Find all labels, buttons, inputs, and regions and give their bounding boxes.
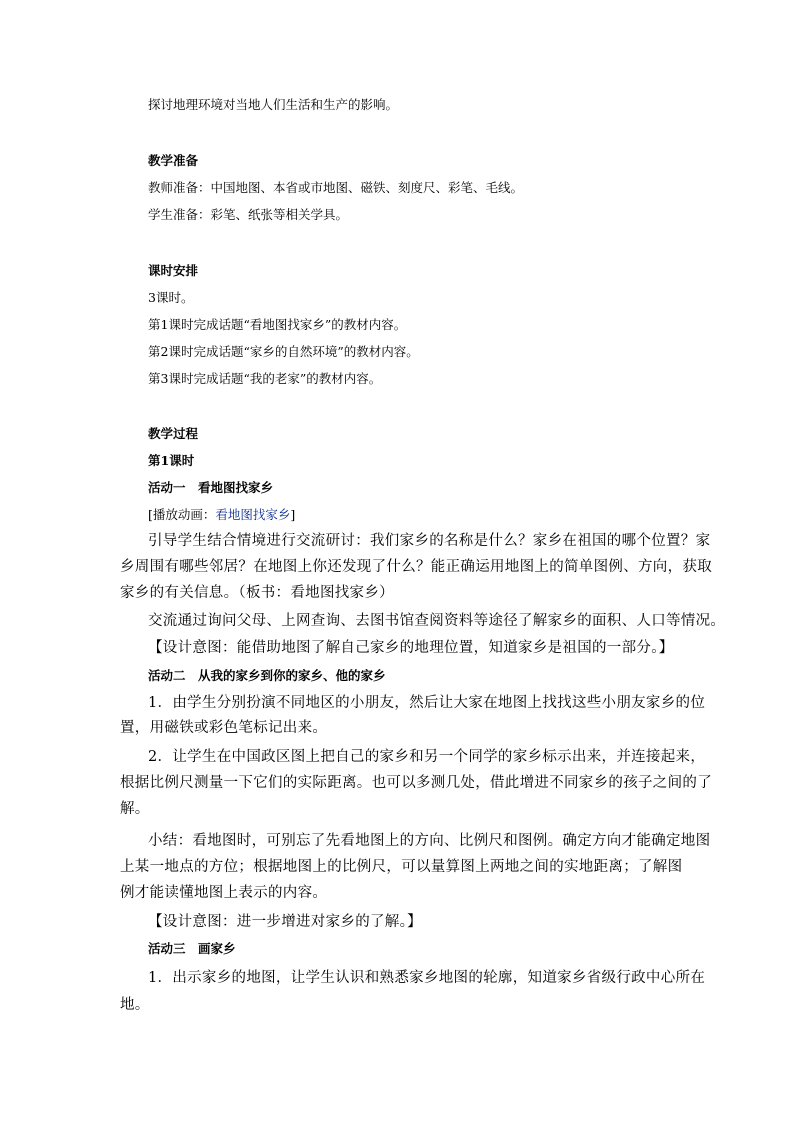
summary-line-3: 例才能读懂地图上表示的内容。 (120, 885, 328, 901)
activity-2-title: 活动二 从我的家乡到你的家乡、他的家乡 (148, 668, 386, 683)
intro-line: 探讨地理环境对当地人们生活和生产的影响。 (148, 97, 399, 112)
activity-1-title: 活动一 看地图找家乡 (148, 480, 274, 495)
paragraph-1-line-3: 家乡的有关信息。（板书：看地图找家乡） (120, 585, 394, 601)
teacher-prep: 教师准备：中国地图、本省或市地图、磁铁、刻度尺、彩笔、毛线。 (148, 180, 524, 195)
schedule-total: 3课时。 (148, 290, 194, 305)
summary-line-1: 小结：看地图时，可别忘了先看地图上的方向、比例尺和图例。确定方向才能确定地图 (148, 833, 711, 849)
activity-3-item-1-line-1: 1．出示家乡的地图，让学生认识和熟悉家乡地图的轮廓，知道家乡省级行政中心所在 (148, 970, 706, 986)
animation-line (148, 507, 295, 523)
process-title: 教学过程 (148, 426, 199, 441)
animation-suffix: ] (290, 507, 296, 522)
schedule-lesson-3: 第3课时完成话题“我的老家”的教材内容。 (148, 371, 382, 386)
prep-title: 教学准备 (148, 153, 199, 168)
activity-2-item-1-line-1: 1．由学生分别扮演不同地区的小朋友，然后让大家在地图上找找这些小朋友家乡的位 (148, 695, 706, 711)
activity-3-title: 活动三 画家乡 (148, 941, 236, 956)
lesson-1-label: 第1课时 (148, 453, 195, 468)
activity-2-item-2-line-1: 2．让学生在中国政区图上把自己的家乡和另一个同学的家乡标示出来，并连接起来， (148, 749, 706, 765)
paragraph-2: 交流通过询问父母、上网查询、去图书馆查阅资料等途径了解家乡的面积、人口等情况。 (148, 613, 726, 629)
paragraph-1-line-2: 乡周围有哪些邻居？在地图上你还发现了什么？能正确运用地图上的简单图例、方向，获取 (120, 559, 712, 575)
schedule-title: 课时安排 (148, 263, 199, 278)
animation-prefix: [播放动画： (148, 507, 216, 522)
design-intent-2: 【设计意图：进一步增进对家乡的了解。】 (148, 914, 422, 930)
student-prep: 学生准备：彩笔、纸张等相关学具。 (148, 207, 349, 222)
paragraph-1-line-1: 引导学生结合情境进行交流研讨：我们家乡的名称是什么？家乡在祖国的哪个位置？家 (148, 533, 711, 549)
activity-2-item-1-line-2: 置，用磁铁或彩色笔标记出来。 (120, 720, 328, 736)
schedule-lesson-2: 第2课时完成话题“家乡的自然环境”的教材内容。 (148, 344, 419, 359)
activity-2-item-2-line-2: 根据比例尺测量一下它们的实际距离。也可以多测几处，借此增进不同家乡的孩子之间的了 (120, 775, 712, 791)
activity-3-item-1-line-2: 地。 (120, 997, 150, 1013)
schedule-lesson-1: 第1课时完成话题“看地图找家乡”的教材内容。 (148, 317, 407, 332)
animation-link[interactable]: 看地图找家乡 (215, 507, 291, 522)
activity-2-item-2-line-3: 解。 (120, 801, 150, 817)
summary-line-2: 上某一地点的方位；根据地图上的比例尺，可以量算图上两地之间的实地距离；了解图 (120, 859, 683, 875)
design-intent-1: 【设计意图：能借助地图了解自己家乡的地理位置，知道家乡是祖国的一部分。】 (148, 640, 674, 656)
